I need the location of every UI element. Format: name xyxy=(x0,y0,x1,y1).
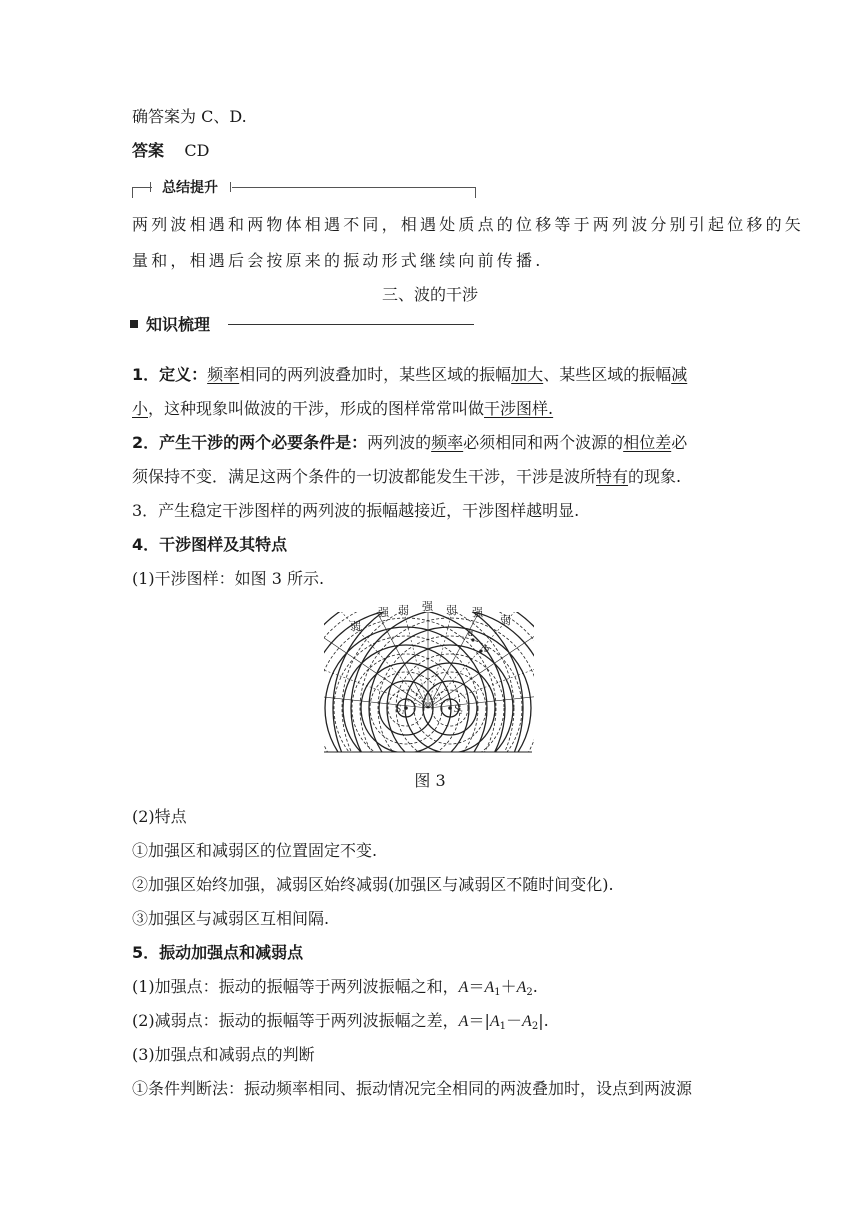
definition-line-1: 1．定义：频率相同的两列波叠加时，某些区域的振幅加大、某些区域的振幅减 xyxy=(132,365,688,384)
point-b-dot xyxy=(479,649,482,652)
label-strong-center: 强 xyxy=(422,600,433,613)
answer-label: 答案 xyxy=(132,141,165,160)
strengthen-point-line: (1)加强点：振动的振幅等于两列波振幅之和，$A=A_1+A_2$. xyxy=(132,977,538,998)
judgement-heading: (3)加强点和减弱点的判断 xyxy=(132,1045,315,1064)
label-a: a xyxy=(468,628,473,639)
label-weak-1: 弱 xyxy=(398,604,409,617)
point-5-heading: 5．振动加强点和减弱点 xyxy=(132,943,304,962)
answer-value: CD xyxy=(184,141,210,160)
source-s1-dot xyxy=(404,706,408,710)
label-weak-3: 弱 xyxy=(446,604,457,617)
weaken-point-line: (2)减弱点：振动的振幅等于两列波振幅之差，$A=|A_1-A_2|$. xyxy=(132,1011,549,1032)
feature-3: ③加强区与减弱区互相间隔. xyxy=(132,909,330,928)
features-heading: (2)特点 xyxy=(132,807,187,826)
knowledge-title-rule xyxy=(228,324,474,325)
point-4-heading: 4．干涉图样及其特点 xyxy=(132,535,288,554)
label-s2: S₂ xyxy=(454,704,463,715)
section-heading: 三、波的干涉 xyxy=(381,285,478,304)
summary-text-2: 量和，相遇后会按原来的振动形式继续向前传播. xyxy=(132,251,544,270)
answer-explanation-line: 确答案为 C、D. xyxy=(132,107,247,126)
square-bullet-icon xyxy=(130,320,138,328)
definition-line-2: 小，这种现象叫做波的干涉，形成的图样常常叫做干涉图样. xyxy=(132,399,554,418)
feature-1: ①加强区和减弱区的位置固定不变. xyxy=(132,841,378,860)
summary-text-1: 两列波相遇和两物体相遇不同，相遇处质点的位移等于两列波分别引起位移的矢 xyxy=(132,215,805,234)
knowledge-title: 知识梳理 xyxy=(130,314,210,336)
summary-title: 总结提升 xyxy=(156,178,224,198)
label-weak-2: 弱 xyxy=(500,614,511,627)
answer-line xyxy=(132,140,732,162)
label-strong-2: 强 xyxy=(472,606,483,619)
judgement-method-1: ①条件判断法：振动频率相同、振动情况完全相同的两波叠加时，设点到两波源 xyxy=(132,1079,693,1098)
label-b: b xyxy=(484,644,489,655)
figure-caption: 图 3 xyxy=(414,771,446,790)
conditions-line-1: 2．产生干涉的两个必要条件是：两列波的频率必须相同和两个波源的相位差必 xyxy=(132,433,688,452)
point-3: 3．产生稳定干涉图样的两列波的振幅越接近，干涉图样越明显. xyxy=(132,501,580,520)
label-strong-1: 强 xyxy=(378,606,389,619)
figure-intro: (1)干涉图样：如图 3 所示. xyxy=(132,569,325,588)
conditions-line-2: 须保持不变．满足这两个条件的一切波都能发生干涉，干涉是波所特有的现象. xyxy=(132,467,682,486)
interference-pattern-figure xyxy=(322,594,534,756)
label-weak-left: 弱 xyxy=(350,620,361,633)
source-s2-dot xyxy=(448,706,452,710)
summary-box-header xyxy=(132,178,476,198)
label-s1: S₁ xyxy=(396,704,405,715)
feature-2: ②加强区始终加强，减弱区始终减弱(加强区与减弱区不随时间变化). xyxy=(132,875,614,894)
